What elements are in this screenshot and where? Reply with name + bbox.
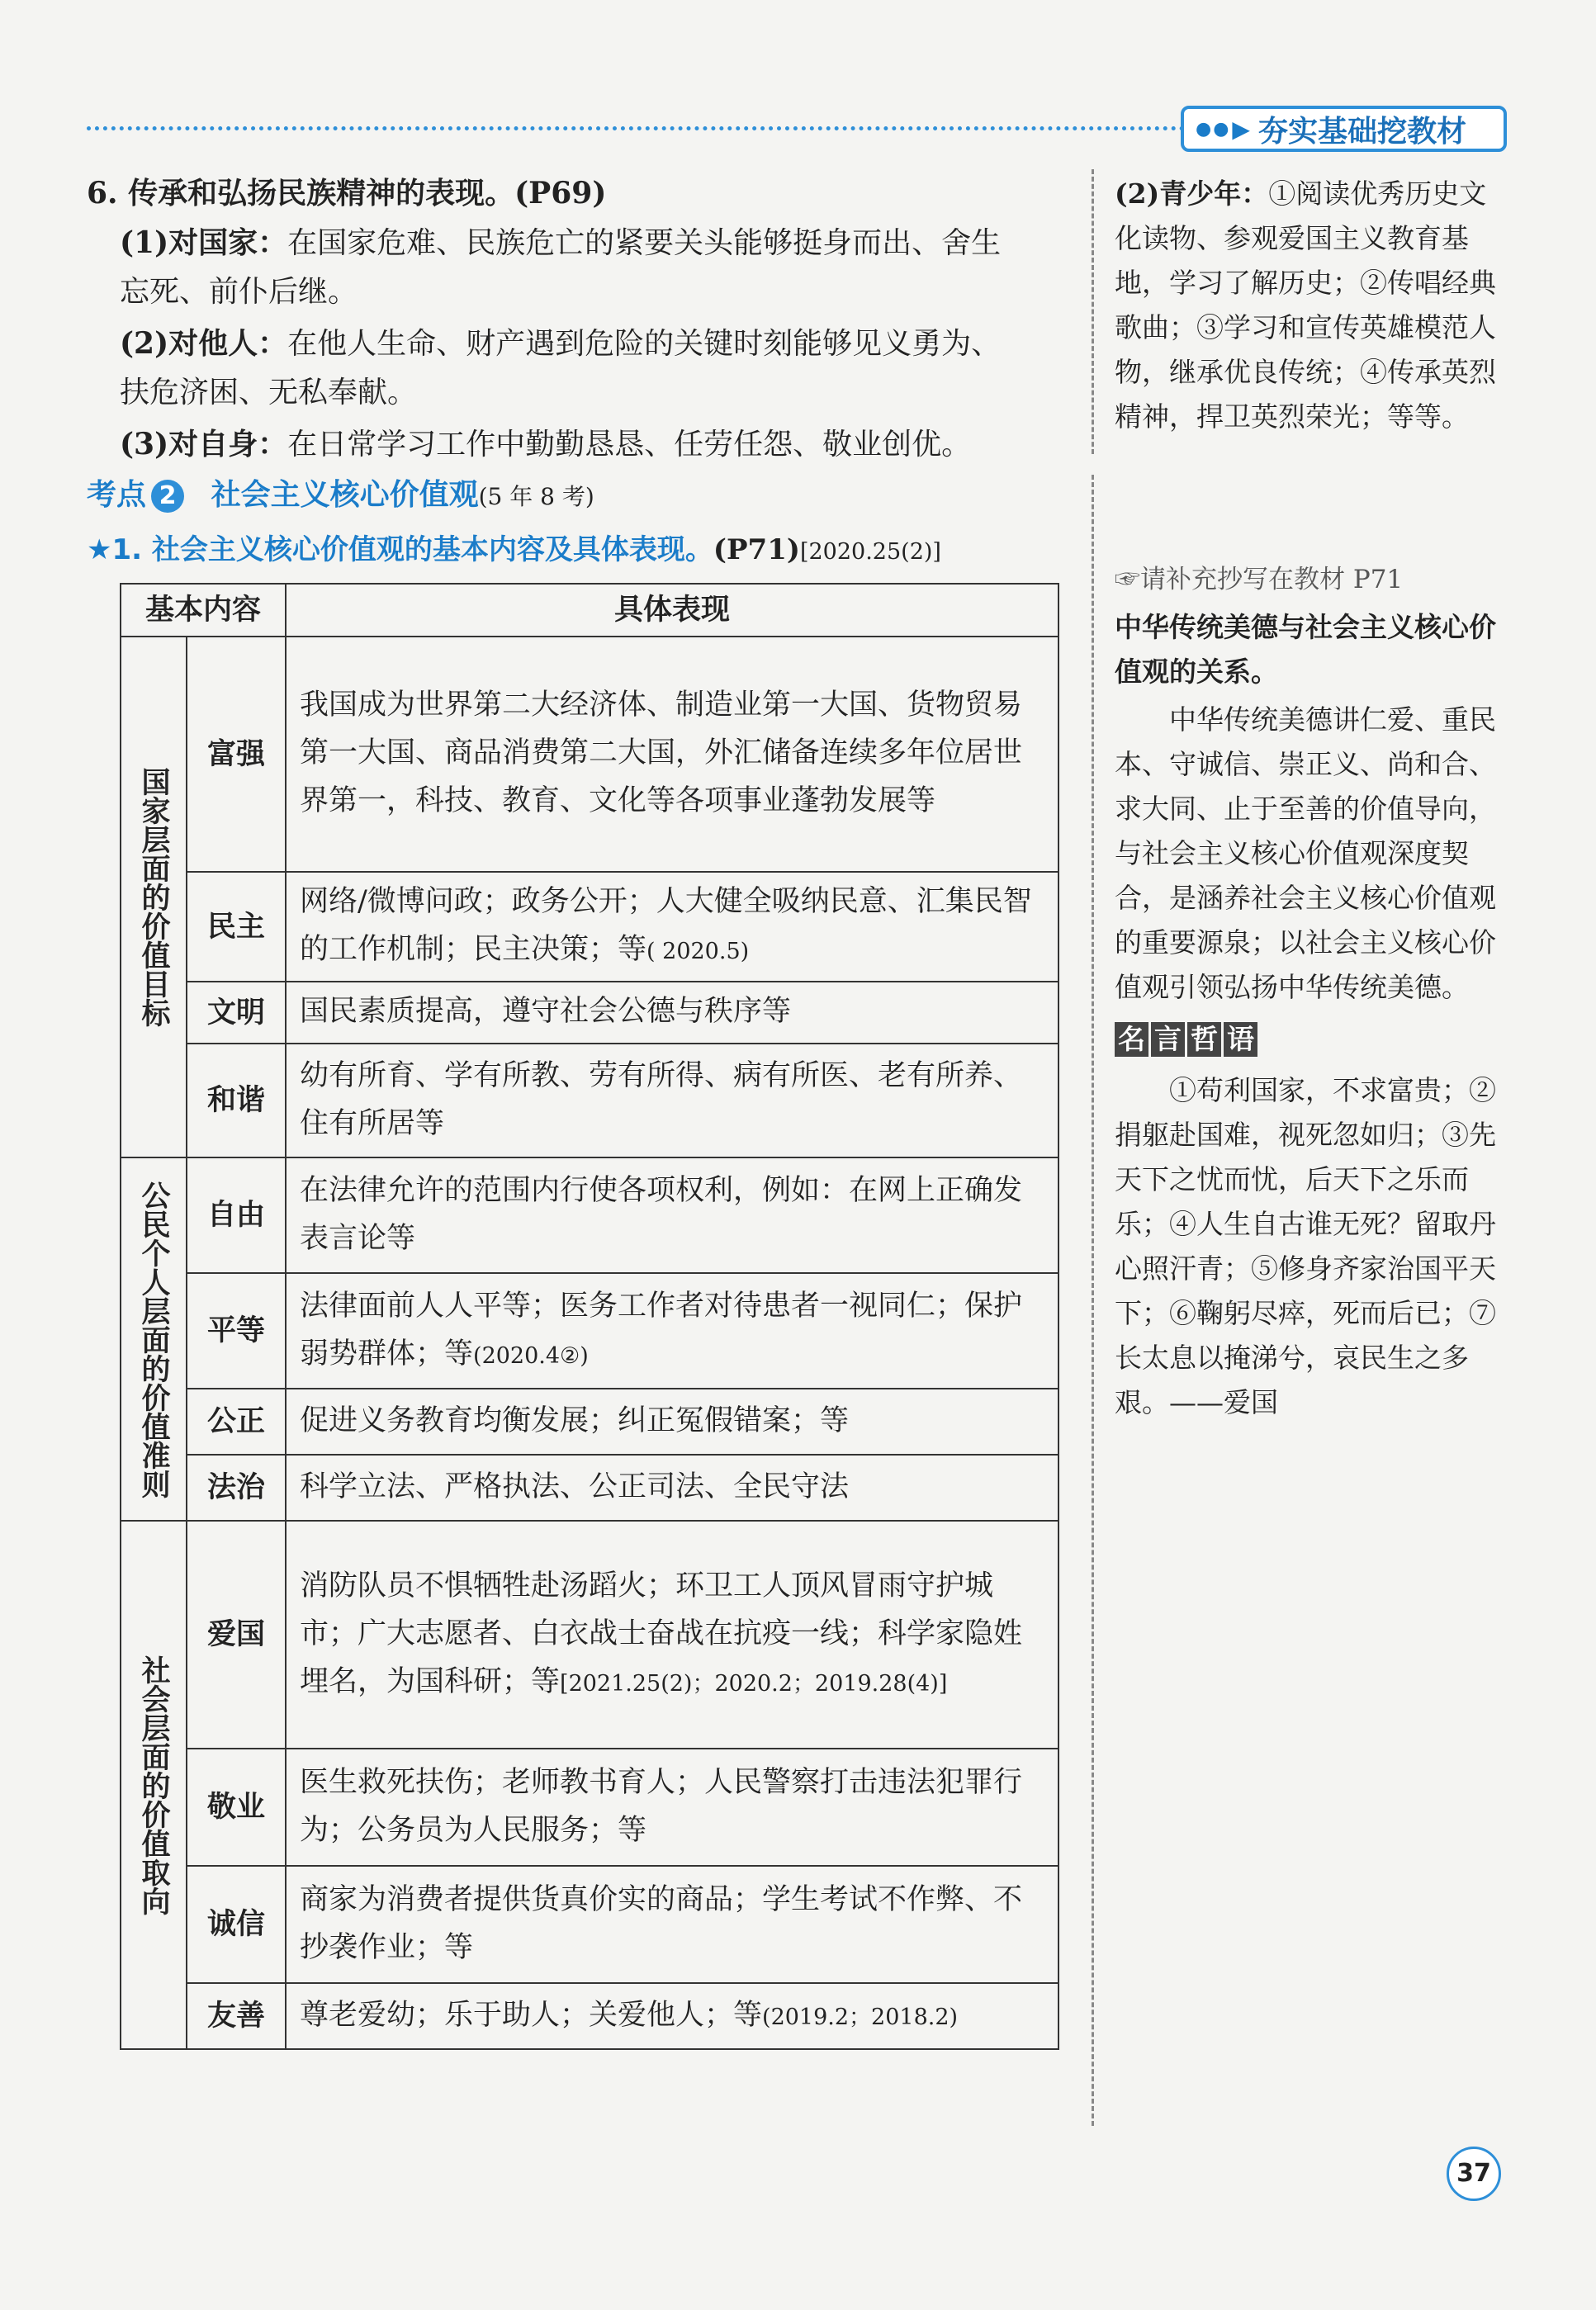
value-desc: 科学立法、严格执法、公正司法、全民守法 [286, 1455, 1058, 1521]
value-item: 和谐 [187, 1044, 286, 1157]
table-header-row [121, 584, 1058, 637]
page-number: 37 [1447, 2147, 1501, 2201]
note-body: 中华传统美德讲仁爱、重民本、守诚信、崇正义、尚和合、求大同、止于至善的价值导向，与社会主义核心价值观深度契合，是涵养社会主义核心价值观的重要源泉；以社会主义核心价值观引领弘扬中华传统美德。 [1115, 703, 1496, 1003]
dots-icon: ●● [1196, 118, 1231, 140]
section6-item-2: (2)对他人：在他人生命、财产遇到危险的关键时刻能够见义勇为、 [120, 326, 1002, 361]
value-desc: 消防队员不惧牺牲赴汤蹈火；环卫工人顶风冒雨守护城市；广大志愿者、白衣战士奋战在抗疫一线；科学家隐姓埋名，为国科研；等[2021.25(2)；2020.2；2019.28(4)] [286, 1521, 1058, 1749]
value-desc: 在法律允许的范围内行使各项权利，例如：在网上正确发表言论等 [286, 1157, 1058, 1273]
table-row [121, 1273, 1058, 1389]
table-row [121, 872, 1058, 982]
value-item: 公正 [187, 1389, 286, 1455]
table-row [121, 1521, 1058, 1749]
header-title: 夯实基础挖教材 [1257, 114, 1466, 149]
section6-item-2-cont: 扶危济困、无私奉献。 [120, 376, 418, 409]
quotes-text: ①苟利国家，不求富贵；②捐躯赴国难，视死忽如归；③先天下之忧而忧，后天下之乐而乐；④人生自古谁无死？留取丹心照汗青；⑤修身齐家治国平天下；⑥鞠躬尽瘁，死而后已；⑦长太息以掩涕兮，哀民生之多艰。——爱国 [1115, 1074, 1496, 1418]
kaodian-number-badge: 2 [151, 480, 184, 513]
star-icon: ★ [87, 533, 112, 566]
value-desc: 促进义务教育均衡发展；纠正冤假错案；等 [286, 1389, 1058, 1455]
table-row [121, 1044, 1058, 1157]
core-values-table [120, 583, 1059, 2050]
value-item: 法治 [187, 1455, 286, 1521]
note-title: 中华传统美德与社会主义核心价值观的关系。 [1115, 611, 1496, 688]
value-desc: 尊老爱幼；乐于助人；关爱他人；等(2019.2；2018.2) [286, 1983, 1058, 2049]
value-item: 友善 [187, 1983, 286, 2049]
table-row [121, 1749, 1058, 1866]
section6-title: 6. 传承和弘扬民族精神的表现。(P69) [87, 176, 607, 211]
sidebar-youth-note: (2)青少年：①阅读优秀历史文化读物、参观爱国主义教育基地，学习了解历史；②传唱经典歌曲；③学习和宣传英雄模范人物，继承优良传统；④传承英烈精神，捍卫英烈荣光；等等。 [1115, 178, 1496, 433]
section-header-tag [1181, 106, 1507, 152]
category-cell: 国家层面的价值目标 [121, 637, 187, 1157]
table-header-cell: 具体表现 [286, 584, 1058, 637]
value-desc: 医生救死扶伤；老师教书育人；人民警察打击违法犯罪行为；公务员为人民服务；等 [286, 1749, 1058, 1866]
quotes-block [1115, 1017, 1511, 1425]
sidebar-hint: ☞请补充抄写在教材 P71 [1115, 565, 1404, 594]
value-item: 爱国 [187, 1521, 286, 1749]
value-desc: 幼有所育、学有所教、劳有所得、病有所医、老有所养、住有所居等 [286, 1044, 1058, 1157]
section6-item-1-cont: 忘死、前仆后继。 [120, 275, 358, 309]
table-header-cell: 基本内容 [121, 584, 286, 637]
category-cell: 公民个人层面的价值准则 [121, 1157, 187, 1521]
table-row [121, 1866, 1058, 1983]
value-item: 文明 [187, 982, 286, 1044]
table-row [121, 1455, 1058, 1521]
category-cell: 社会层面的价值取向 [121, 1521, 187, 2049]
quotes-badge: 名 言 哲 语 [1115, 1017, 1511, 1062]
kaodian-heading: 考点 2 社会主义核心价值观(5 年 8 考) [87, 478, 594, 512]
sidebar-note [1115, 605, 1511, 1010]
section6-item-1: (1)对国家：在国家危难、民族危亡的紧要关头能够挺身而出、舍生 [120, 225, 1002, 260]
value-desc: 法律面前人人平等；医务工作者对待患者一视同仁；保护弱势群体；等(2020.4②) [286, 1273, 1058, 1389]
table-row [121, 637, 1058, 872]
table-row [121, 982, 1058, 1044]
value-desc: 网络/微博问政；政务公开；人大健全吸纳民意、汇集民智的工作机制；民主决策；等( 2020.5) [286, 872, 1058, 982]
column-divider [1092, 475, 1094, 2126]
value-item: 自由 [187, 1157, 286, 1273]
value-item: 敬业 [187, 1749, 286, 1866]
value-item: 富强 [187, 637, 286, 872]
table-row [121, 1157, 1058, 1273]
table-row [121, 1983, 1058, 2049]
table-row [121, 1389, 1058, 1455]
section6-item-3: (3)对自身：在日常学习工作中勤勤恳恳、任劳任怨、敬业创优。 [120, 427, 972, 462]
value-item: 平等 [187, 1273, 286, 1389]
arrow-right-icon: ▶ [1232, 115, 1250, 143]
header-dotted-rule [87, 126, 1185, 130]
column-divider [1092, 169, 1094, 454]
value-desc: 商家为消费者提供货真价实的商品；学生考试不作弊、不抄袭作业；等 [286, 1866, 1058, 1983]
value-desc: 我国成为世界第二大经济体、制造业第一大国、货物贸易第一大国、商品消费第二大国，外汇储备连续多年位居世界第一，科技、教育、文化等各项事业蓬勃发展等 [286, 637, 1058, 872]
value-item: 诚信 [187, 1866, 286, 1983]
value-desc: 国民素质提高，遵守社会公德与秩序等 [286, 982, 1058, 1044]
item1-heading: ★1. 社会主义核心价值观的基本内容及具体表现。(P71)[2020.25(2)] [87, 533, 941, 566]
value-item: 民主 [187, 872, 286, 982]
